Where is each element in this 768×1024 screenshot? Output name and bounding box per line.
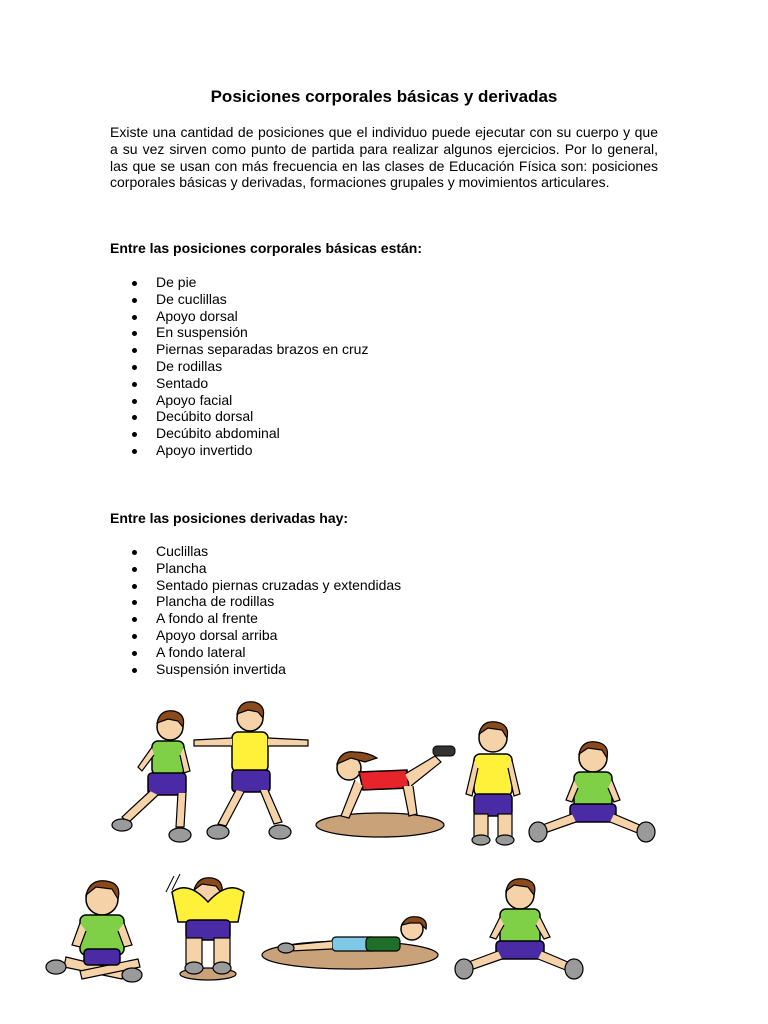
figure-sentado-extendido [454, 875, 584, 985]
list-item: Plancha [110, 560, 401, 577]
list-item: Cuclillas [110, 543, 401, 560]
basic-positions-list [110, 274, 368, 459]
page-title: Posiciones corporales básicas y derivadas [210, 87, 558, 106]
list-item: De pie [110, 274, 368, 291]
figure-de-rodillas [458, 718, 528, 848]
figure-cuclillas [158, 872, 258, 984]
figure-plancha-de-rodillas [315, 740, 465, 840]
list-item: Apoyo dorsal [110, 308, 368, 325]
list-item: Apoyo facial [110, 392, 368, 409]
list-item: Suspensión invertida [110, 661, 401, 678]
figure-brazos-en-cruz [192, 700, 312, 850]
figure-sentado-piernas-cruzadas [44, 875, 144, 985]
list-item: De rodillas [110, 358, 368, 375]
list-item: Plancha de rodillas [110, 593, 401, 610]
intro-paragraph: Existe una cantidad de posiciones que el individuo puede ejecutar con su cuerpo y que a su vez sirven como punto de partida para realizar algunos ejercicios. Por lo general, las que se usan con más frecuencia en las clases de Educación Física son: posiciones corporales básicas y derivadas, formaciones grupales y movimientos articulares. [110, 124, 658, 191]
list-item: A fondo lateral [110, 644, 401, 661]
figure-decubito-dorsal [260, 915, 440, 975]
derived-positions-heading: Entre las posiciones derivadas hay: [110, 510, 349, 526]
list-item: Decúbito dorsal [110, 408, 368, 425]
list-item: En suspensión [110, 324, 368, 341]
list-item: De cuclillas [110, 291, 368, 308]
list-item: Sentado piernas cruzadas y extendidas [110, 577, 401, 594]
list-item: Sentado [110, 375, 368, 392]
list-item: Apoyo invertido [110, 442, 368, 459]
figure-sentado-piernas-abiertas [526, 738, 656, 848]
list-item: Apoyo dorsal arriba [110, 627, 401, 644]
list-item: Piernas separadas brazos en cruz [110, 341, 368, 358]
list-item: A fondo al frente [110, 610, 401, 627]
derived-positions-list [110, 543, 401, 677]
basic-positions-heading: Entre las posiciones corporales básicas están: [110, 240, 423, 256]
figure-a-fondo-lateral [108, 705, 198, 850]
list-item: Decúbito abdominal [110, 425, 368, 442]
